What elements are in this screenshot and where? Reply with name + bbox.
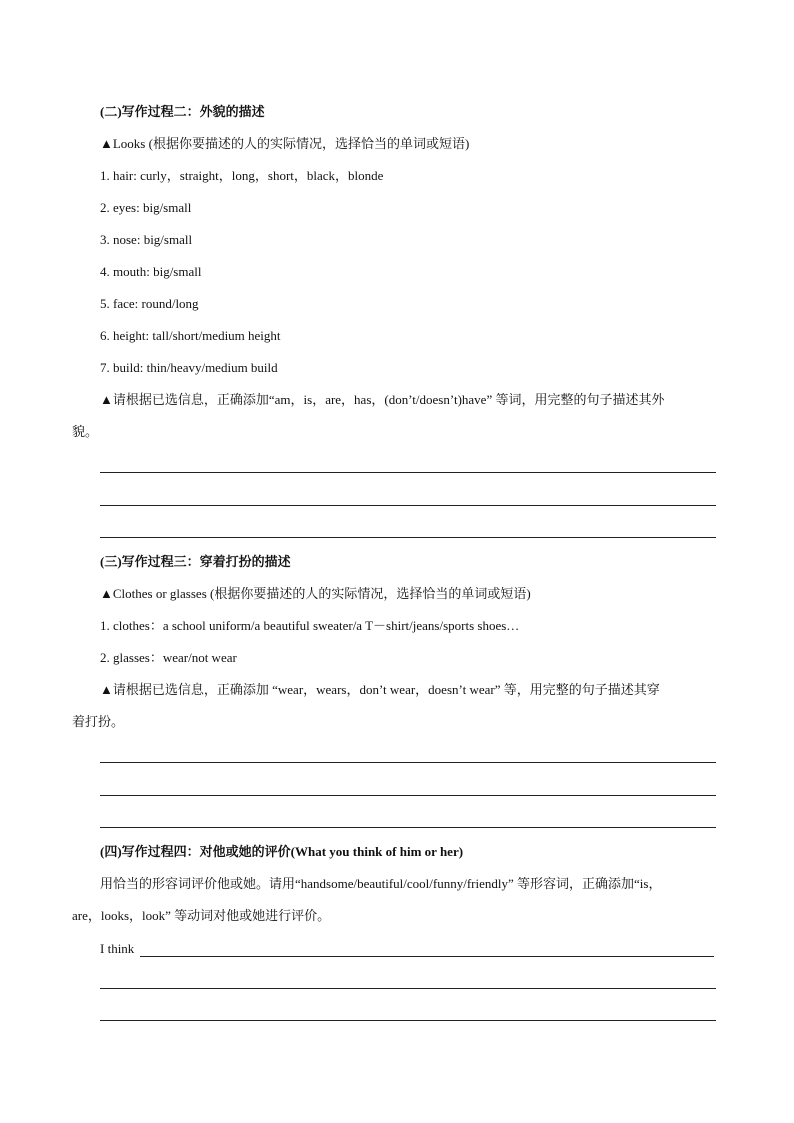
section2-item-height: 6. height: tall/short/medium height	[100, 328, 281, 343]
section4-instruction: 用恰当的形容词评价他或她。请用“handsome/beautiful/cool/funny/friendly” 等形容词，正确添加“is，	[100, 876, 662, 891]
section2-answer-line-1[interactable]	[100, 472, 716, 473]
section2-prompt: ▲Looks (根据你要描述的人的实际情况，选择恰当的单词或短语)	[100, 136, 470, 151]
section4-answer-line-2[interactable]	[100, 988, 716, 989]
section3-answer-line-3[interactable]	[100, 827, 716, 828]
section2-item-face: 5. face: round/long	[100, 296, 199, 311]
section2-answer-line-2[interactable]	[100, 505, 716, 506]
section3-answer-line-2[interactable]	[100, 795, 716, 796]
section4-answer-prefix: I think	[100, 941, 135, 956]
section2-heading: (二)写作过程二：外貌的描述	[100, 104, 265, 119]
section2-instruction-cont: 貌。	[72, 424, 99, 439]
section4-answer-line-3[interactable]	[100, 1020, 716, 1021]
section4-instruction-cont: are，looks，look” 等动词对他或她进行评价。	[72, 908, 331, 923]
section3-item-glasses: 2. glasses：wear/not wear	[100, 650, 237, 665]
section2-item-hair: 1. hair: curly，straight，long，short，black，blonde	[100, 168, 384, 183]
section3-heading: (三)写作过程三：穿着打扮的描述	[100, 554, 291, 569]
section3-instruction-cont: 着打扮。	[72, 714, 125, 729]
section4-heading: (四)写作过程四：对他或她的评价(What you think of him or her)	[100, 844, 464, 859]
section2-instruction: ▲请根据已选信息，正确添加“am，is，are，has，(don’t/doesn’t)have” 等词，用完整的句子描述其外	[100, 392, 665, 407]
section2-item-build: 7. build: thin/heavy/medium build	[100, 360, 278, 375]
section3-instruction: ▲请根据已选信息，正确添加 “wear，wears，don’t wear，doesn’t wear” 等，用完整的句子描述其穿	[100, 682, 660, 697]
section3-answer-line-1[interactable]	[100, 762, 716, 763]
section2-item-mouth: 4. mouth: big/small	[100, 264, 202, 279]
section3-item-clothes: 1. clothes：a school uniform/a beautiful sweater/a T－shirt/jeans/sports shoes…	[100, 618, 520, 633]
section2-answer-line-3[interactable]	[100, 537, 716, 538]
section2-item-nose: 3. nose: big/small	[100, 232, 193, 247]
section2-item-eyes: 2. eyes: big/small	[100, 200, 192, 215]
section4-answer-line-1[interactable]	[140, 956, 714, 957]
section3-prompt: ▲Clothes or glasses (根据你要描述的人的实际情况，选择恰当的单词或短语)	[100, 586, 531, 601]
